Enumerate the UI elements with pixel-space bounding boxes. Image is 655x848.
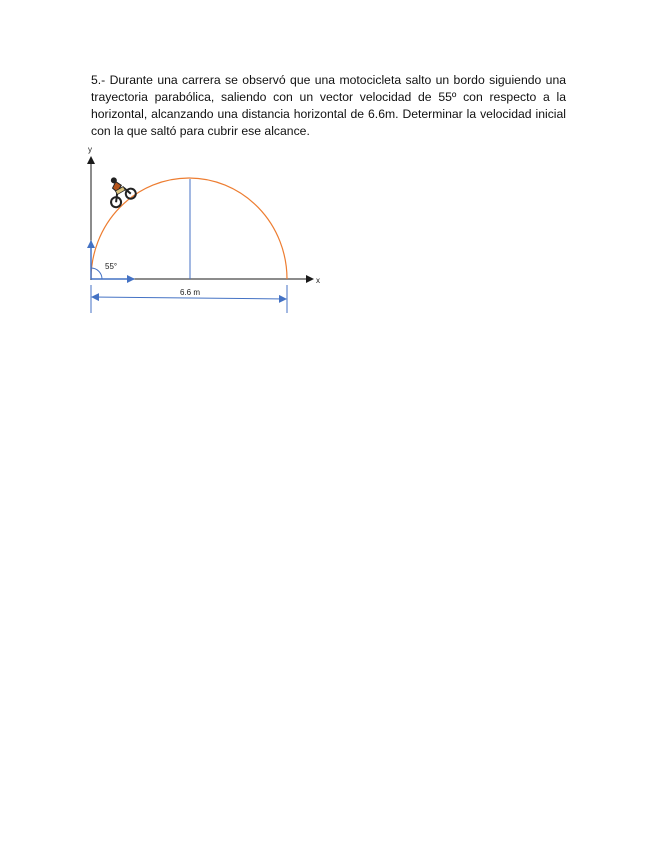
angle-arc [91,268,102,279]
x-axis-label: x [316,276,320,285]
distance-label: 6.6 m [180,288,201,297]
y-axis-label: y [88,145,92,154]
distance-dimension-line [92,297,286,299]
angle-label: 55° [105,262,118,271]
motorcycle-icon [100,171,137,209]
problem-statement: 5.- Durante una carrera se observó que una motocicleta salto un bordo siguiendo una trayectoria parabólica, saliendo con un vector velocidad de 55º con respecto a la horizontal, alcanzando una distancia horizontal de 6.6m. Determinar la velocidad inicial con la que saltó para cubrir ese alcance. [91,73,566,138]
